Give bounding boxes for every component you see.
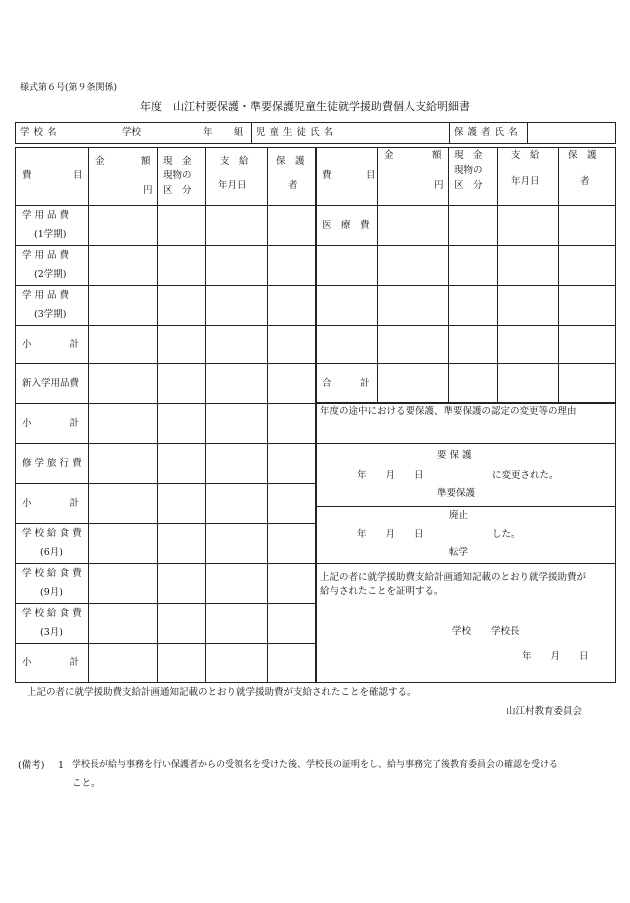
col-date-label: 年月日	[511, 176, 540, 187]
col-amount-label: 額	[141, 156, 151, 167]
col-guardian-label: 保 護	[276, 156, 305, 167]
col-amount-label: 金	[384, 150, 394, 161]
row-label: 学 用 品 費	[22, 210, 70, 221]
school-name-label: 学 校 名	[20, 127, 58, 138]
note-label: (備考)	[18, 760, 45, 771]
row-label: 小 計	[22, 339, 80, 350]
left-row-line	[15, 523, 316, 524]
col-amount-unit: 円	[434, 180, 444, 191]
section-line	[316, 506, 616, 507]
left-row-line	[15, 285, 316, 286]
col-cash-label: 区 分	[454, 180, 483, 191]
right-col-line	[448, 147, 449, 403]
col-cash-label: 現物の	[163, 170, 192, 181]
student-name-label: 児 童 生 徒 氏 名	[256, 127, 334, 138]
row-label: 小 計	[22, 418, 80, 429]
col-date-label: 支 給	[220, 156, 249, 167]
note-number: 1	[58, 760, 65, 771]
left-row-line	[15, 443, 316, 444]
right-row-line	[316, 325, 616, 326]
row-label: 修 学 旅 行 費	[22, 458, 82, 469]
left-row-line	[15, 643, 316, 644]
right-col-line	[558, 147, 559, 403]
row-label: 学 校 給 食 費	[22, 568, 82, 579]
right-row-line	[316, 245, 616, 246]
col-item-label: 費	[322, 170, 332, 181]
grade-label: 年	[203, 127, 213, 138]
row-label: 学 校 給 食 費	[22, 608, 82, 619]
col-cash-label: 現物の	[454, 165, 483, 176]
right-row-line	[316, 205, 616, 206]
section-line	[316, 443, 616, 444]
changed-text: に変更された。	[492, 470, 559, 481]
col-cash-label: 区 分	[163, 185, 192, 196]
left-row-line	[15, 205, 316, 206]
guardian-name-label: 保 護 者 氏 名	[454, 127, 519, 138]
left-row-line	[15, 483, 316, 484]
info-divider	[527, 122, 528, 144]
medical-expense-label: 医 療 費	[322, 220, 370, 231]
right-row-line	[316, 363, 616, 364]
left-row-line	[15, 325, 316, 326]
jun-youhogo-text: 準要保護	[437, 488, 476, 499]
col-guardian-label: 者	[288, 180, 298, 191]
school-suffix: 学校	[122, 127, 142, 138]
row-label: 新入学用品費	[22, 378, 80, 389]
left-row-line	[15, 563, 316, 564]
right-row-line	[316, 285, 616, 286]
document-title: 年度 山江村要保護・準要保護児童生徒就学援助費個人支給明細書	[140, 100, 470, 113]
row-sublabel: (2学期)	[34, 269, 67, 280]
section-line	[316, 563, 616, 564]
haishi-text: 廃止	[449, 510, 469, 521]
confirm-text: 上記の者に就学援助費支給計画通知記載のとおり就学援助費が支給されたことを確認する。	[27, 687, 417, 698]
row-sublabel: (3月)	[40, 627, 63, 638]
left-row-line	[15, 603, 316, 604]
col-date-label: 年月日	[218, 180, 247, 191]
col-cash-label: 現 金	[454, 150, 483, 161]
col-date-label: 支 給	[511, 150, 540, 161]
info-divider	[449, 122, 450, 144]
left-row-line	[15, 403, 316, 404]
row-label: 学 用 品 費	[22, 250, 70, 261]
shita-text: した。	[492, 529, 521, 540]
form-number: 様式第６号(第９条関係)	[20, 83, 118, 93]
row-label: 学 校 給 食 費	[22, 528, 82, 539]
col-amount-label: 金	[95, 156, 105, 167]
certify-text: 上記の者に就学援助費支給計画通知記載のとおり就学援助費が	[320, 572, 587, 583]
certify-date: 年 月 日	[522, 651, 589, 662]
abolish-date: 年 月 日	[357, 529, 424, 540]
change-date: 年 月 日	[357, 470, 424, 481]
certify-text: 給与されたことを証明する。	[320, 586, 444, 597]
row-label: 学 用 品 費	[22, 290, 70, 301]
row-sublabel: (1学期)	[34, 229, 67, 240]
total-label: 合 計	[322, 378, 370, 389]
col-amount-unit: 円	[143, 185, 153, 196]
certify-school: 学校	[452, 626, 472, 637]
col-item-label: 費	[22, 170, 32, 181]
left-row-line	[15, 245, 316, 246]
col-cash-label: 現 金	[163, 156, 192, 167]
certify-principal: 学校長	[491, 626, 520, 637]
right-col-line	[377, 147, 378, 403]
note-text: 学校長が給与事務を行い保護者からの受領名を受けた後、学校長の証明をし、給与事務完了後教育委員会の確認を受ける	[72, 760, 559, 770]
row-sublabel: (6月)	[40, 547, 63, 558]
tengaku-text: 転学	[449, 547, 469, 558]
row-label: 小 計	[22, 498, 80, 509]
right-col-line	[497, 147, 498, 403]
col-guardian-label: 保 護	[568, 150, 597, 161]
change-reason-heading: 年度の途中における要保護、準要保護の認定の変更等の理由	[320, 406, 577, 417]
col-guardian-label: 者	[580, 176, 590, 187]
youhogo-text: 要 保 護	[437, 450, 472, 461]
row-label: 小 計	[22, 657, 80, 668]
row-sublabel: (9月)	[40, 587, 63, 598]
note-text: こと。	[72, 778, 101, 789]
committee-name: 山江村教育委員会	[506, 706, 583, 717]
row-sublabel: (3学期)	[34, 309, 67, 320]
info-divider	[251, 122, 252, 144]
right-lower-panel	[316, 403, 616, 683]
class-label: 組	[234, 127, 244, 138]
left-row-line	[15, 363, 316, 364]
col-item-label: 目	[73, 170, 83, 181]
col-amount-label: 額	[432, 150, 442, 161]
col-item-label: 目	[366, 170, 376, 181]
